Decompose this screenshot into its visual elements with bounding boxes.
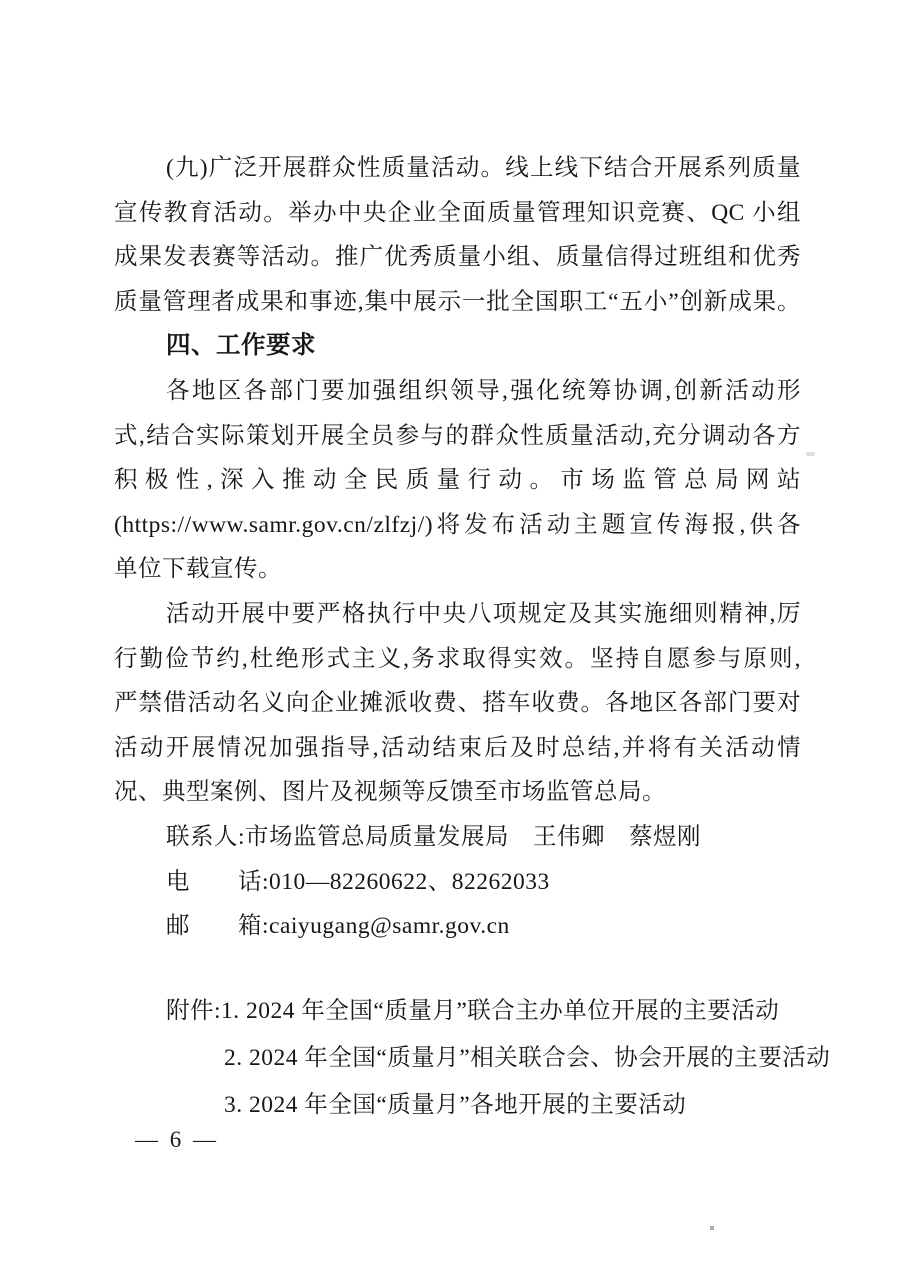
paragraph-line: 积极性,深入推动全民质量行动。市场监管总局网站 [114,467,801,494]
paragraph-line: 单位下载宣传。 [114,556,282,583]
page-number: — 6 — [135,1127,219,1152]
contact-email: 邮 箱:caiyugang@samr.gov.cn [166,913,510,940]
paragraph-line: 况、典型案例、图片及视频等反馈至市场监管总局。 [114,779,666,806]
scan-speck-icon [710,1226,714,1230]
attachment-item [114,988,834,1035]
paragraph-line: 宣传教育活动。举办中央企业全面质量管理知识竞赛、QC 小组 [114,199,801,226]
website-url-line: (https://www.samr.gov.cn/zlfzj/)将发布活动主题宣传海报,供各 [114,511,801,538]
paragraph-line: 活动开展中要严格执行中央八项规定及其实施细则精神,厉 [166,600,801,627]
section-heading: 四、工作要求 [166,332,316,360]
paragraph-line: 成果发表赛等活动。推广优秀质量小组、质量信得过班组和优秀 [114,244,801,271]
paragraph-line: 各地区各部门要加强组织领导,强化统筹协调,创新活动形 [166,377,801,404]
scan-smudge-icon [806,452,815,456]
contact-phone: 电 话:010—82260622、82262033 [166,868,550,895]
paragraph-line: 质量管理者成果和事迹,集中展示一批全国职工“五小”创新成果。 [114,288,801,315]
paragraph-line: 严禁借活动名义向企业摊派收费、搭车收费。各地区各部门要对 [114,690,801,717]
paragraph-line: 活动开展情况加强指导,活动结束后及时总结,并将有关活动情 [114,734,801,761]
paragraph-line: (九)广泛开展群众性质量活动。线上线下结合开展系列质量 [166,155,801,181]
attachment-item: 3. 2024 年全国“质量月”各地开展的主要活动 [224,1092,687,1118]
paragraph-line: 式,结合实际策划开展全员参与的群众性质量活动,充分调动各方 [114,422,801,449]
document-body [114,146,801,949]
paragraph-line: 行勤俭节约,杜绝形式主义,务求取得实效。坚持自愿参与原则, [114,645,801,672]
attachment-item-text: 1. 2024 年全国“质量月”联合主办单位开展的主要活动 [221,998,780,1024]
attachment-item: 2. 2024 年全国“质量月”相关联合会、协会开展的主要活动 [224,1045,831,1071]
contact-person: 联系人:市场监管总局质量发展局 王伟卿 蔡煜刚 [166,823,702,850]
attachments-label: 附件: [166,998,222,1024]
attachments-list [114,988,834,1129]
